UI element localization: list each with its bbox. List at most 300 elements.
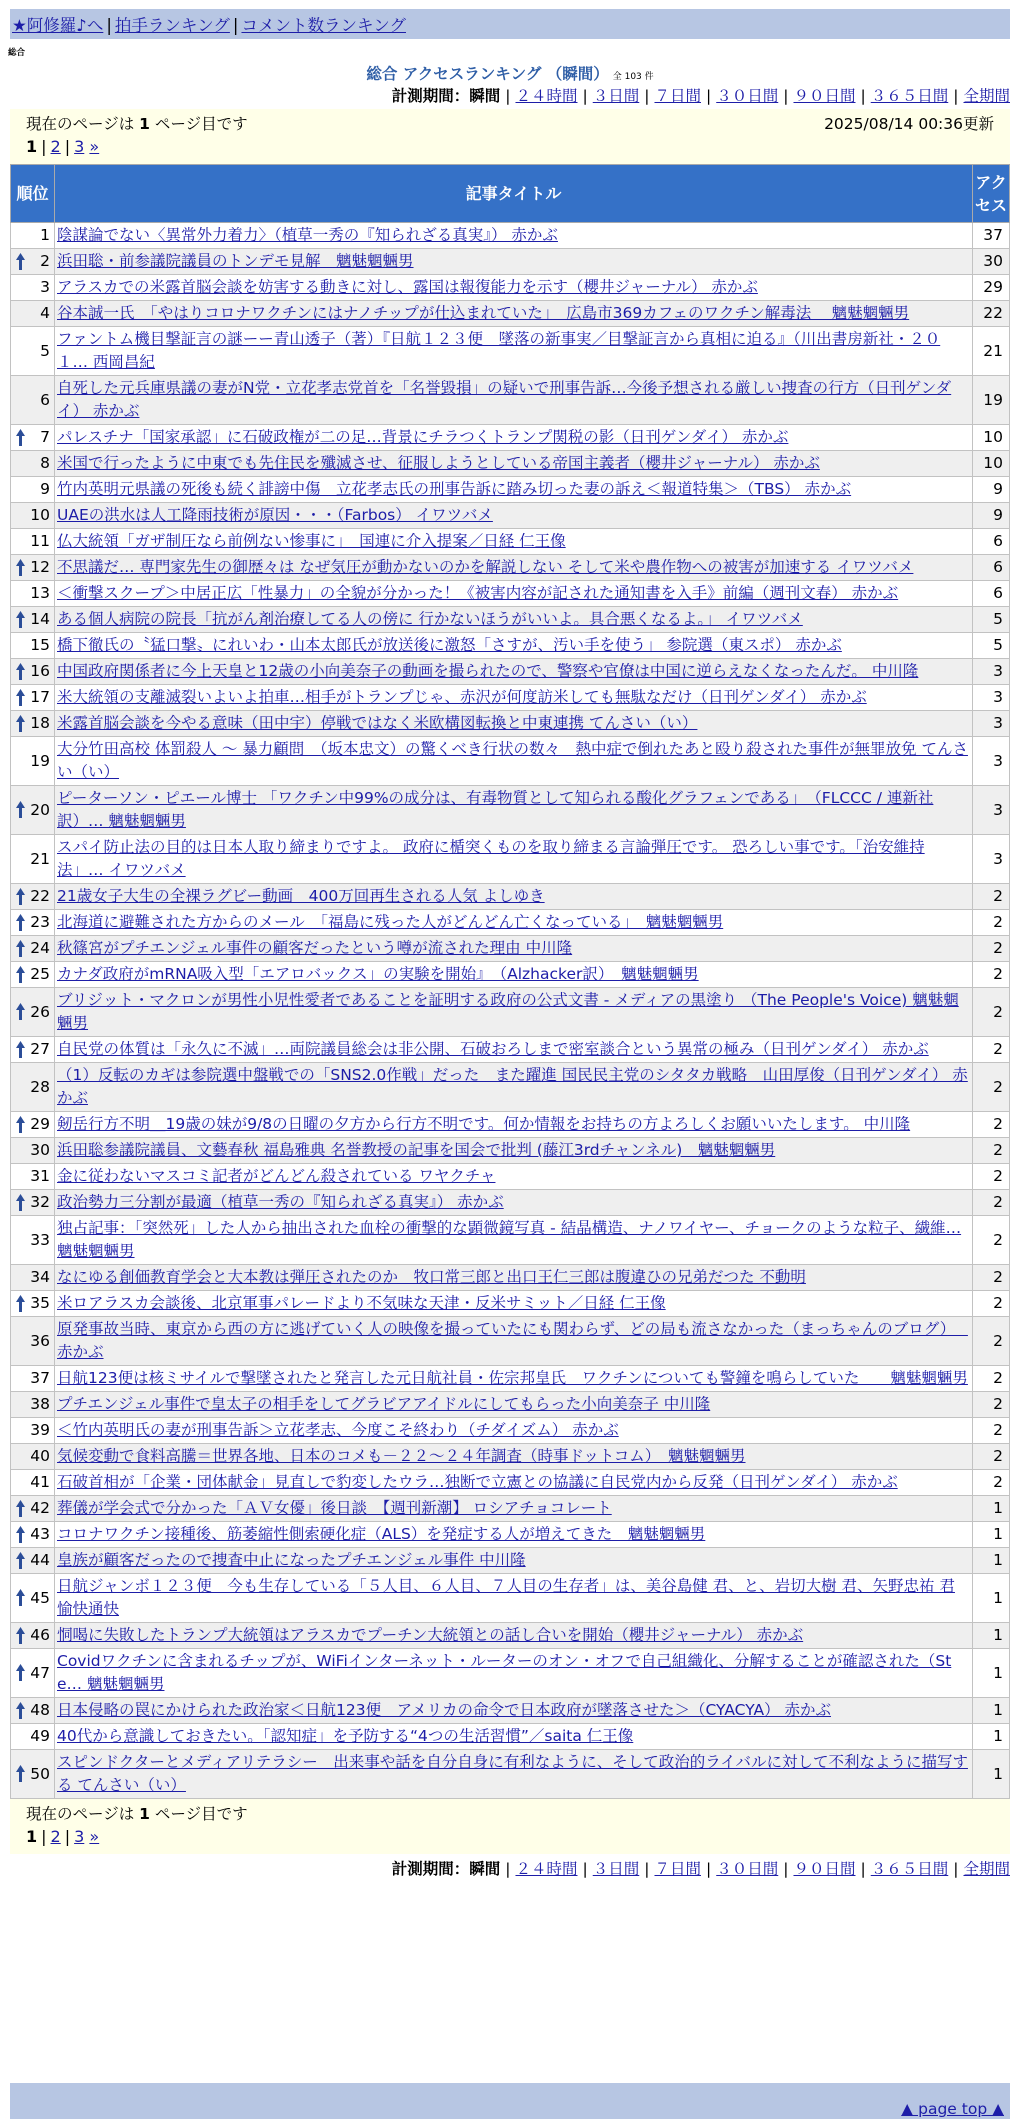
pager-next-link[interactable]: » xyxy=(89,137,100,156)
article-link[interactable]: 剱岳行方不明＿19歳の妹が9/8の日曜の夕方から行方不明です。何か情報をお持ちの方よろしくお願いいたします。 中川隆 xyxy=(57,1115,911,1133)
title-cell xyxy=(55,1138,973,1164)
article-link[interactable]: スパイ防止法の目的は日本人取り締まりですよ。 政府に楯突くものを取り締まる言論弾圧です。 恐ろしい事です。「治安維持法」… イワツバメ xyxy=(57,838,925,879)
rank-number: 39 xyxy=(30,1421,50,1439)
article-link[interactable]: ファントム機目撃証言の謎ーー青山透子（著）『日航１２３便 墜落の新事実／目撃証言から真相に迫る』（川出書房新社・２０１… 西岡昌紀 xyxy=(57,330,941,371)
access-count: 6 xyxy=(973,529,1010,555)
article-link[interactable]: 米国で行ったように中東でも先住民を殲滅させ、征服しようとしている帝国主義者（櫻井ジャーナル） 赤かぶ xyxy=(57,454,820,472)
title-cell xyxy=(55,786,973,835)
article-link[interactable]: 米大統領の支離滅裂いよいよ拍車…相手がトランプじゃ、赤沢が何度訪米しても無駄なだけ（日刊ゲンダイ） 赤かぶ xyxy=(57,688,867,706)
article-link[interactable]: ブリジット・マクロンが男性小児性愛者であることを証明する政府の公式文書 - メディアの黒塗り （The People's Voice) 魑魅魍魎男 xyxy=(57,991,959,1032)
article-link[interactable]: 中国政府関係者に今上天皇と12歳の小向美奈子の動画を撮られたので、警察や官僚は中国に逆らえなくなったんだ。 中川隆 xyxy=(57,662,919,680)
table-row xyxy=(11,1522,1010,1548)
rank-number: 41 xyxy=(30,1473,50,1491)
article-link[interactable]: ＜衝撃スクープ＞中居正広「性暴力」の全貌が分かった！《被害内容が記された通知書を入手》前編（週刊文春） 赤かぶ xyxy=(57,584,899,602)
rank-number: 3 xyxy=(40,278,50,296)
table-row xyxy=(11,1623,1010,1649)
access-count: 3 xyxy=(973,711,1010,737)
access-count: 2 xyxy=(973,1112,1010,1138)
title-cell xyxy=(55,223,973,249)
title-cell xyxy=(55,1164,973,1190)
up-arrow-icon xyxy=(16,1627,25,1644)
rank-number: 47 xyxy=(30,1663,50,1682)
article-link[interactable]: 石破首相が「企業・団体献金」見直しで豹変したウラ…独断で立憲との協議に自民党内から反発（日刊ゲンダイ） 赤かぶ xyxy=(57,1473,898,1491)
rank-number: 43 xyxy=(30,1525,50,1543)
rank-cell xyxy=(11,607,55,633)
article-link[interactable]: 仏大統領「ガザ制圧なら前例ない惨事に」 国連に介入提案／日経 仁王像 xyxy=(57,532,566,550)
title-cell xyxy=(55,607,973,633)
table-row xyxy=(11,301,1010,327)
rank-cell xyxy=(11,1317,55,1366)
access-count: 2 xyxy=(973,1418,1010,1444)
table-row xyxy=(11,1750,1010,1799)
rank-cell xyxy=(11,1548,55,1574)
period-current: 瞬間 xyxy=(469,87,501,105)
separator: | xyxy=(64,1827,71,1846)
title-cell xyxy=(55,1216,973,1265)
article-link[interactable]: 陰謀論でない〈異常外力着力〉（植草一秀の『知られざる真実』） 赤かぶ xyxy=(57,226,558,244)
table-row xyxy=(11,1063,1010,1112)
rank-cell xyxy=(11,327,55,376)
rank-cell xyxy=(11,1623,55,1649)
article-link[interactable]: 原発事故当時、東京から西の方に逃げていく人の映像を撮っていたにも関わらず、どの局も流さなかった（まっちゃんのブログ） 赤かぶ xyxy=(57,1320,968,1361)
rank-number: 12 xyxy=(30,558,50,576)
rank-number: 35 xyxy=(30,1294,50,1312)
rank-number: 10 xyxy=(30,506,50,524)
page-top-link[interactable]: ▲ page top ▲ xyxy=(901,2100,1004,2118)
up-arrow-icon xyxy=(16,1526,25,1543)
article-link[interactable]: なにゆる創価教育学会と大本教は弾圧されたのか 牧口常三郎と出口王仁三郎は腹違ひの兄弟だつた 不動明 xyxy=(57,1268,806,1286)
table-row xyxy=(11,1366,1010,1392)
title-cell xyxy=(55,1190,973,1216)
rank-number: 46 xyxy=(30,1626,50,1644)
access-count: 3 xyxy=(973,659,1010,685)
access-count: 2 xyxy=(973,1291,1010,1317)
article-link[interactable]: 日航123便は核ミサイルで撃墜されたと発言した元日航社員・佐宗邦皇氏 ワクチンについても警鐘を鳴らしていた 魑魅魍魎男 xyxy=(57,1369,968,1387)
rank-cell xyxy=(11,737,55,786)
article-link[interactable]: ＜竹内英明氏の妻が刑事告訴＞立花孝志、今度こそ終わり（チダイズム） 赤かぶ xyxy=(57,1421,619,1439)
pager-top xyxy=(26,135,994,159)
up-arrow-icon xyxy=(16,715,25,732)
access-count: 1 xyxy=(973,1623,1010,1649)
article-link[interactable]: カナダ政府がmRNA吸入型「エアロバックス」の実験を開始』 （Alzhacker訳） 魑魅魍魎男 xyxy=(57,965,699,983)
current-page-text: 現在のページは 1 ページ目です xyxy=(26,115,248,133)
access-count: 2 xyxy=(973,1037,1010,1063)
up-arrow-icon xyxy=(16,1041,25,1058)
access-count: 1 xyxy=(973,1496,1010,1522)
total-count: 全 103 件 xyxy=(612,72,654,82)
article-link[interactable]: 皇族が顧客だったので捜査中止になったプチエンジェル事件 中川隆 xyxy=(57,1551,526,1569)
up-arrow-icon xyxy=(16,1500,25,1517)
access-count: 6 xyxy=(973,555,1010,581)
rank-number: 42 xyxy=(30,1499,50,1517)
access-count: 10 xyxy=(973,425,1010,451)
rank-cell xyxy=(11,1190,55,1216)
rank-cell xyxy=(11,477,55,503)
title-cell xyxy=(55,936,973,962)
up-arrow-icon xyxy=(16,888,25,905)
period-link[interactable]: 全期間 xyxy=(963,87,1010,105)
article-link[interactable]: 自死した元兵庫県議の妻がN党・立花孝志党首を「名誉毀損」の疑いで刑事告訴…今後予想される厳しい捜査の行方（日刊ゲンダイ） 赤かぶ xyxy=(57,379,952,420)
rank-number: 25 xyxy=(30,965,50,983)
rank-number: 15 xyxy=(30,636,50,654)
rank-number: 30 xyxy=(30,1141,50,1159)
rank-cell xyxy=(11,1470,55,1496)
rank-cell xyxy=(11,1522,55,1548)
period-link[interactable]: ２４時間 xyxy=(515,1860,578,1878)
article-link[interactable]: 竹内英明元県議の死後も続く誹謗中傷 立花孝志氏の刑事告訴に踏み切った妻の訴え＜報道特集＞（TBS） 赤かぶ xyxy=(57,480,852,498)
table-row xyxy=(11,835,1010,884)
period-current: 瞬間 xyxy=(469,1860,501,1878)
article-link[interactable]: パレスチナ「国家承認」に石破政権が二の足…背景にチラつくトランプ関税の影（日刊ゲンダイ） 赤かぶ xyxy=(57,428,789,446)
access-header: アクセス xyxy=(973,165,1010,223)
rank-number: 21 xyxy=(30,849,50,868)
table-header-row xyxy=(11,165,1010,223)
article-link[interactable]: 橋下徹氏の〝猛口撃〟にれいわ・山本太郎氏が放送後に激怒「さすが、汚い手を使う」 参院選（東スポ） 赤かぶ xyxy=(57,636,842,654)
table-row xyxy=(11,1112,1010,1138)
up-arrow-icon xyxy=(16,801,25,818)
rank-cell xyxy=(11,249,55,275)
title-cell xyxy=(55,503,973,529)
title-cell xyxy=(55,1750,973,1799)
article-link[interactable]: 独占記事：「突然死」した人から抽出された血栓の衝撃的な顕微鏡写真 - 結晶構造、ナノワイヤー、チョークのような粒子、繊維… 魑魅魍魎男 xyxy=(57,1219,962,1260)
article-link[interactable]: 浜田聡参議院議員、文藝春秋 福島雅典 名誉教授の記事を国会で批判 (藤江3rdチャンネル) 魑魅魍魎男 xyxy=(57,1141,776,1159)
separator: | xyxy=(953,1860,959,1878)
access-count: 2 xyxy=(973,1265,1010,1291)
comment-ranking-link[interactable]: コメント数ランキング xyxy=(241,16,406,35)
article-link[interactable]: 恫喝に失敗したトランプ大統領はアラスカでプーチン大統領との話し合いを開始（櫻井ジャーナル） 赤かぶ xyxy=(57,1626,804,1644)
table-row xyxy=(11,1317,1010,1366)
article-link[interactable]: 自民党の体質は「永久に不滅」…両院議員総会は非公開、石破おろしまで密室談合という異常の極み（日刊ゲンダイ） 赤かぶ xyxy=(57,1040,929,1058)
table-row xyxy=(11,685,1010,711)
updated-timestamp: 2025/08/14 00:36更新 xyxy=(824,115,994,133)
title-cell xyxy=(55,884,973,910)
table-row xyxy=(11,962,1010,988)
period-link[interactable]: ３０日間 xyxy=(716,87,779,105)
title-cell xyxy=(55,529,973,555)
table-row xyxy=(11,376,1010,425)
rank-number: 13 xyxy=(30,584,50,602)
table-row xyxy=(11,1037,1010,1063)
article-link[interactable]: 日本侵略の罠にかけられた政治家＜日航123便 アメリカの命令で日本政府が墜落させた＞（CYACYA） 赤かぶ xyxy=(57,1701,831,1719)
rank-number: 49 xyxy=(30,1727,50,1745)
period-label: 計測期間： xyxy=(391,1860,470,1878)
rank-cell xyxy=(11,451,55,477)
rank-cell xyxy=(11,503,55,529)
up-arrow-icon xyxy=(16,559,25,576)
up-arrow-icon xyxy=(16,429,25,446)
table-row xyxy=(11,1649,1010,1698)
rank-number: 26 xyxy=(30,1002,50,1021)
title-cell xyxy=(55,711,973,737)
separator: | xyxy=(505,1860,511,1878)
up-arrow-icon xyxy=(16,914,25,931)
period-link[interactable]: ７日間 xyxy=(654,87,701,105)
rank-cell xyxy=(11,1216,55,1265)
access-count: 1 xyxy=(973,1750,1010,1799)
table-row xyxy=(11,1418,1010,1444)
title-cell xyxy=(55,425,973,451)
rank-cell xyxy=(11,1112,55,1138)
rank-number: 27 xyxy=(30,1040,50,1058)
title-cell xyxy=(55,1470,973,1496)
access-count: 2 xyxy=(973,1392,1010,1418)
title-cell xyxy=(55,376,973,425)
table-row xyxy=(11,1470,1010,1496)
table-row xyxy=(11,275,1010,301)
article-link[interactable]: コロナワクチン接種後、筋萎縮性側索硬化症（ALS）を発症する人が増えてきた 魑魅魍魎男 xyxy=(57,1525,706,1543)
up-arrow-icon xyxy=(16,689,25,706)
table-row xyxy=(11,425,1010,451)
up-arrow-icon xyxy=(16,1194,25,1211)
rank-number: 4 xyxy=(40,304,50,322)
access-count: 29 xyxy=(973,275,1010,301)
rank-cell xyxy=(11,1138,55,1164)
article-link[interactable]: 浜田聡・前参議院議員のトンデモ見解 魑魅魍魎男 xyxy=(57,252,414,270)
rank-cell xyxy=(11,1037,55,1063)
table-row xyxy=(11,884,1010,910)
article-link[interactable]: 北海道に避難された方からのメール 「福島に残った人がどんどん亡くなっている」 魑魅魍魎男 xyxy=(57,913,724,931)
access-count: 30 xyxy=(973,249,1010,275)
title-cell xyxy=(55,327,973,376)
access-count: 2 xyxy=(973,1216,1010,1265)
period-link[interactable]: ３６５日間 xyxy=(870,1860,949,1878)
table-row xyxy=(11,1216,1010,1265)
ranking-table xyxy=(10,164,1010,1799)
title-cell xyxy=(55,1063,973,1112)
access-count: 3 xyxy=(973,786,1010,835)
article-link[interactable]: 21歳女子大生の全裸ラグビー動画 400万回再生される人気 よしゆき xyxy=(57,887,545,905)
article-link[interactable]: 40代から意識しておきたい。「認知症」を予防する“4つの生活習慣”／saita 仁王像 xyxy=(57,1727,634,1745)
title-cell xyxy=(55,1548,973,1574)
pager-link[interactable]: 2 xyxy=(50,1827,61,1846)
rank-number: 20 xyxy=(30,800,50,819)
up-arrow-icon xyxy=(16,1702,25,1719)
title-cell xyxy=(55,1317,973,1366)
access-count: 10 xyxy=(973,451,1010,477)
rank-number: 44 xyxy=(30,1551,50,1569)
up-arrow-icon xyxy=(16,663,25,680)
rank-cell xyxy=(11,555,55,581)
article-link[interactable]: スピンドクターとメディアリテラシー 出来事や話を自分自身に有利なように、そして政治的ライバルに対して不利なように描写する てんさい（い） xyxy=(57,1753,968,1794)
table-row xyxy=(11,223,1010,249)
table-row xyxy=(11,1164,1010,1190)
clap-ranking-link[interactable]: 拍手ランキング xyxy=(114,16,230,35)
table-row xyxy=(11,936,1010,962)
article-link[interactable]: アラスカでの米露首脳会談を妨害する動きに対し、露国は報復能力を示す（櫻井ジャーナル） 赤かぶ xyxy=(57,278,758,296)
up-arrow-icon xyxy=(16,1664,25,1681)
article-link[interactable]: 米ロアラスカ会談後、北京軍事パレードより不気味な天津・反米サミット／日経 仁王像 xyxy=(57,1294,666,1312)
article-link[interactable]: 金に従わないマスコミ記者がどんどん殺されている ワヤクチャ xyxy=(57,1167,496,1185)
period-link[interactable]: ３日間 xyxy=(592,87,640,105)
article-link[interactable]: 政治勢力三分割が最適（植草一秀の『知られざる真実』） 赤かぶ xyxy=(57,1193,504,1211)
period-link[interactable]: ２４時間 xyxy=(515,87,578,105)
article-link[interactable]: 葬儀が学会式で分かった「ＡＶ女優」後日談 【週刊新潮】 ロシアチョコレート xyxy=(57,1499,612,1517)
table-row xyxy=(11,249,1010,275)
access-count: 2 xyxy=(973,988,1010,1037)
rank-cell xyxy=(11,425,55,451)
separator: | xyxy=(64,137,71,156)
article-link[interactable]: Covidワクチンに含まれるチップが、WiFiインターネット・ルーターのオン・オフで自己組織化、分解することが確認された（Ste… 魑魅魍魎男 xyxy=(57,1652,952,1693)
title-cell xyxy=(55,633,973,659)
pager-next-link[interactable]: » xyxy=(89,1827,100,1846)
title-cell xyxy=(55,1724,973,1750)
rank-header: 順位 xyxy=(11,165,55,223)
article-link[interactable]: プチエンジェル事件で皇太子の相手をしてグラビアアイドルにしてもらった小向美奈子 中川隆 xyxy=(57,1395,711,1413)
rank-cell xyxy=(11,275,55,301)
rank-cell xyxy=(11,1164,55,1190)
article-link[interactable]: （1）反転のカギは参院選中盤戦での「SNS2.0作戦」だった また躍進 国民民主党のシタタカ戦略 山田厚俊（日刊ゲンダイ） 赤かぶ xyxy=(57,1066,968,1107)
period-link[interactable]: 全期間 xyxy=(963,1860,1010,1878)
table-row xyxy=(11,633,1010,659)
access-count: 9 xyxy=(973,503,1010,529)
title-cell xyxy=(55,581,973,607)
rank-number: 6 xyxy=(40,390,50,409)
rank-cell xyxy=(11,376,55,425)
article-link[interactable]: 谷本誠一氏 「やはりコロナワクチンにはナノチップが仕込まれていた」 広島市369カフェのワクチン解毒法 魑魅魍魎男 xyxy=(57,304,910,322)
access-count: 2 xyxy=(973,1317,1010,1366)
period-link[interactable]: ７日間 xyxy=(654,1860,701,1878)
title-cell xyxy=(55,910,973,936)
rank-number: 9 xyxy=(40,480,50,498)
pager-link[interactable]: 3 xyxy=(74,1827,85,1846)
access-count: 2 xyxy=(973,884,1010,910)
table-row xyxy=(11,659,1010,685)
period-link[interactable]: ９０日間 xyxy=(793,1860,856,1878)
rank-number: 29 xyxy=(30,1115,50,1133)
rank-number: 11 xyxy=(30,532,50,550)
separator: | xyxy=(783,1860,789,1878)
separator: | xyxy=(706,87,712,105)
rank-cell xyxy=(11,633,55,659)
separator: | xyxy=(582,87,588,105)
title-cell xyxy=(55,275,973,301)
separator: | xyxy=(860,87,866,105)
access-count: 21 xyxy=(973,327,1010,376)
rank-number: 48 xyxy=(30,1701,50,1719)
home-link[interactable]: ★阿修羅♪へ xyxy=(12,16,104,35)
pager-link[interactable]: 2 xyxy=(50,137,61,156)
up-arrow-icon xyxy=(16,1552,25,1569)
rank-number: 8 xyxy=(40,454,50,472)
title-cell xyxy=(55,249,973,275)
article-link[interactable]: 不思議だ… 専門家先生の御歴々は なぜ気圧が動かないのかを解説しない そして米や農作物への被害が加速する イワツバメ xyxy=(57,558,914,576)
article-link[interactable]: 日航ジャンボ１２３便 今も生存している「５人目、６人目、７人目の生存者」は、美谷島健 君、と、岩切大樹 君、矢野忠祐 君 愉快通快 xyxy=(57,1577,955,1618)
rank-number: 14 xyxy=(30,610,50,628)
title-cell xyxy=(55,1392,973,1418)
access-count: 1 xyxy=(973,1548,1010,1574)
title-cell xyxy=(55,451,973,477)
access-count: 1 xyxy=(973,1649,1010,1698)
table-row xyxy=(11,1724,1010,1750)
up-arrow-icon xyxy=(16,1589,25,1606)
access-count: 2 xyxy=(973,962,1010,988)
table-row xyxy=(11,1291,1010,1317)
rank-number: 1 xyxy=(40,226,50,244)
rank-cell xyxy=(11,884,55,910)
title-cell xyxy=(55,477,973,503)
article-link[interactable]: 気候変動で食料高騰＝世界各地、日本のコメも－２２～２４年調査（時事ドットコム） 魑魅魍魎男 xyxy=(57,1447,746,1465)
rank-number: 38 xyxy=(30,1395,50,1413)
article-link[interactable]: ある個人病院の院長「抗がん剤治療してる人の傍に 行かないほうがいいよ。具合悪くなるよ。」 イワツバメ xyxy=(57,610,803,628)
table-row xyxy=(11,529,1010,555)
table-row xyxy=(11,1548,1010,1574)
title-cell xyxy=(55,988,973,1037)
period-link[interactable]: ３０日間 xyxy=(716,1860,779,1878)
rank-number: 2 xyxy=(40,252,50,270)
access-count: 2 xyxy=(973,1138,1010,1164)
access-count: 1 xyxy=(973,1522,1010,1548)
rank-cell xyxy=(11,1698,55,1724)
title-cell xyxy=(55,1418,973,1444)
separator: | xyxy=(953,87,959,105)
rank-cell xyxy=(11,581,55,607)
table-row xyxy=(11,1444,1010,1470)
access-count: 1 xyxy=(973,1574,1010,1623)
category-label: 総合 xyxy=(8,48,26,58)
period-link[interactable]: ３日間 xyxy=(592,1860,640,1878)
rank-cell xyxy=(11,1291,55,1317)
period-link[interactable]: ９０日間 xyxy=(793,87,856,105)
table-row xyxy=(11,1574,1010,1623)
access-count: 2 xyxy=(973,1444,1010,1470)
rank-number: 34 xyxy=(30,1268,50,1286)
table-row xyxy=(11,503,1010,529)
separator: | xyxy=(783,87,789,105)
article-link[interactable]: 米露首脳会談を今やる意味（田中宇）停戦ではなく米欧構図転換と中東連携 てんさい（い） xyxy=(57,714,698,732)
access-count: 2 xyxy=(973,1190,1010,1216)
access-count: 2 xyxy=(973,910,1010,936)
title-cell xyxy=(55,1522,973,1548)
access-count: 2 xyxy=(973,1366,1010,1392)
up-arrow-icon xyxy=(16,1003,25,1020)
article-link[interactable]: 秋篠宮がプチエンジェル事件の顧客だったという噂が流された理由 中川隆 xyxy=(57,939,573,957)
table-row xyxy=(11,451,1010,477)
rank-cell xyxy=(11,301,55,327)
rank-cell xyxy=(11,1750,55,1799)
access-count: 9 xyxy=(973,477,1010,503)
table-row xyxy=(11,988,1010,1037)
rank-cell xyxy=(11,1649,55,1698)
title-header: 記事タイトル xyxy=(55,165,973,223)
up-arrow-icon xyxy=(16,1765,25,1782)
rank-cell xyxy=(11,711,55,737)
period-link[interactable]: ３６５日間 xyxy=(870,87,949,105)
title-cell xyxy=(55,1265,973,1291)
up-arrow-icon xyxy=(16,611,25,628)
page-title-text: 総合 アクセスランキング （瞬間） xyxy=(366,65,609,83)
rank-cell xyxy=(11,910,55,936)
article-link[interactable]: ピーターソン・ピエール博士 「ワクチン中99%の成分は、有毒物質として知られる酸化グラフェンである」 （FLCCC / 連新社訳）… 魑魅魍魎男 xyxy=(57,789,934,830)
rank-number: 22 xyxy=(30,887,50,905)
rank-number: 23 xyxy=(30,913,50,931)
access-count: 5 xyxy=(973,607,1010,633)
page-info-bottom xyxy=(10,1799,1010,1854)
rank-number: 7 xyxy=(40,428,50,446)
access-count: 2 xyxy=(973,1164,1010,1190)
table-row xyxy=(11,711,1010,737)
table-row xyxy=(11,581,1010,607)
rank-cell xyxy=(11,962,55,988)
table-row xyxy=(11,737,1010,786)
article-link[interactable]: UAEの洪水は人工降雨技術が原因・・・（Farbos） イワツバメ xyxy=(57,506,493,524)
article-link[interactable]: 大分竹田高校 体罰殺人 〜 暴力顧問 （坂本忠文）の驚くべき行状の数々 熱中症で倒れたあと殴り殺された事件が無罪放免 てんさい（い） xyxy=(57,740,968,781)
title-cell xyxy=(55,1112,973,1138)
rank-cell xyxy=(11,1418,55,1444)
rank-number: 5 xyxy=(40,341,50,360)
access-count: 1 xyxy=(973,1698,1010,1724)
pager-link[interactable]: 3 xyxy=(74,137,85,156)
access-count: 3 xyxy=(973,835,1010,884)
